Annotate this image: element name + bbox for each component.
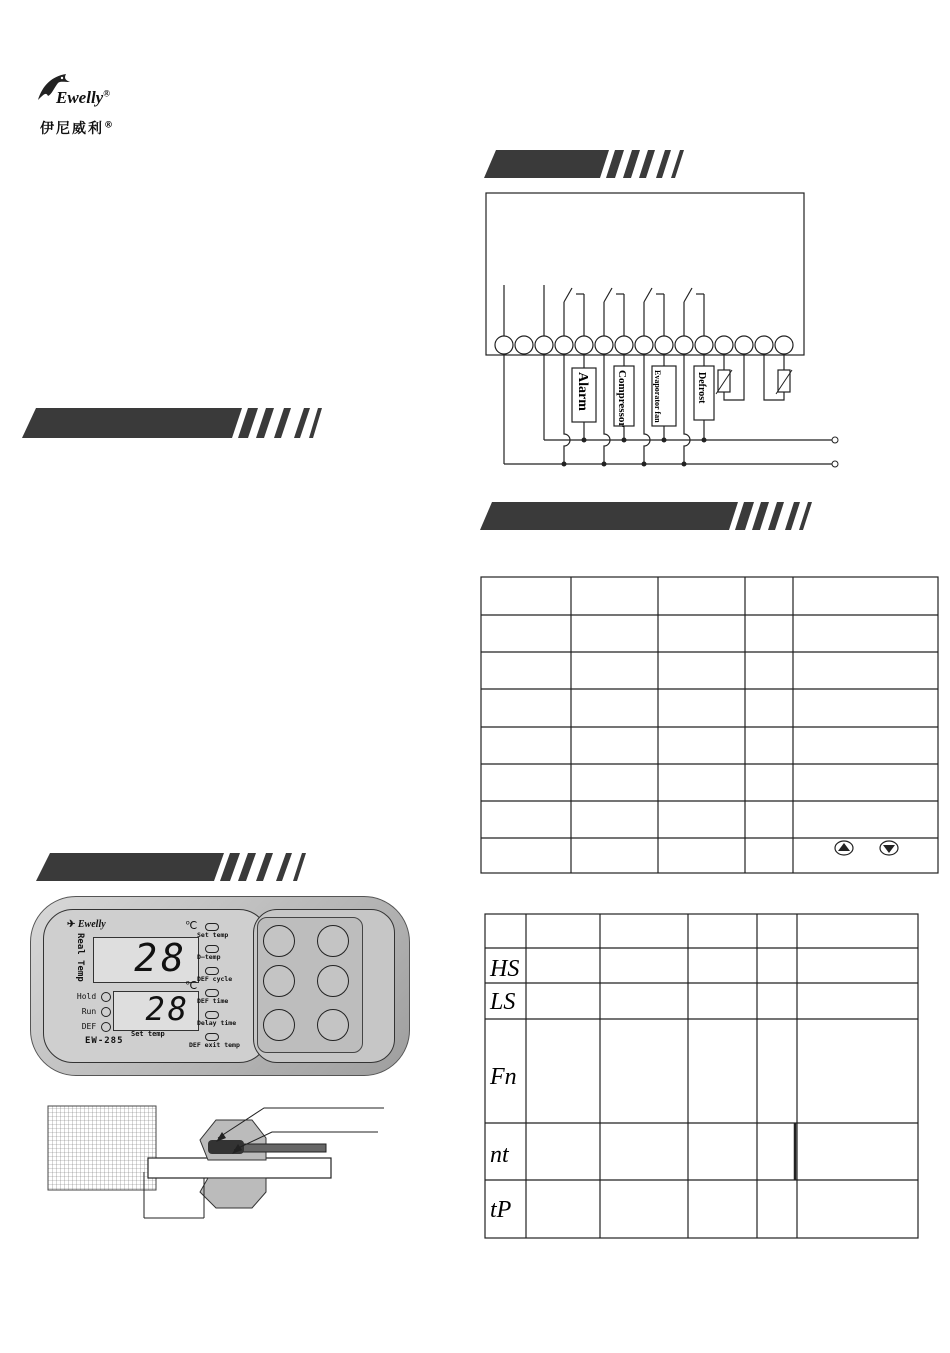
real-temp-label: Real Temp [75, 933, 85, 982]
brand-logo: Ewelly® 伊尼威利® [34, 70, 144, 140]
key-5[interactable] [263, 1009, 295, 1041]
lcd-top-value: 28 [134, 936, 188, 980]
status-led-def: DEF [71, 1019, 111, 1034]
spec-table [480, 576, 942, 876]
param-code-tp: tP [490, 1197, 512, 1223]
relay-label-defrost: Defrost [696, 372, 707, 404]
param-code-nt: nt [490, 1142, 509, 1168]
key-6[interactable] [317, 1009, 349, 1041]
section-banner-left-2 [36, 853, 326, 881]
down-arrow-icon [880, 841, 898, 855]
indicator-def-time: DEF time [197, 989, 228, 1005]
section-banner-right-1 [484, 150, 689, 178]
indicator-delay-time: Delay time [197, 1011, 236, 1027]
key-3[interactable] [263, 965, 295, 997]
key-1[interactable] [263, 925, 295, 957]
wiring-diagram [480, 190, 850, 480]
relay-label-evaporator: Evaporator fan [653, 370, 662, 423]
param-code-hs: HS [490, 956, 520, 982]
lcd-top [93, 937, 199, 983]
panel-dolphin-icon: ✈ [67, 919, 76, 930]
indicator-def-cycle: DEF cycle [197, 967, 232, 983]
brand-name: Ewelly [56, 88, 104, 107]
brand-name-cn: 伊尼威利 [40, 121, 104, 137]
parameter-table [482, 912, 922, 1242]
param-code-ls: LS [490, 989, 516, 1015]
param-code-fn: Fn [490, 1064, 517, 1090]
unit-bottom: ℃ [185, 980, 198, 992]
controller-panel [30, 896, 410, 1076]
panel-brand: Ewelly [77, 919, 106, 930]
status-led-hold: Hold [71, 989, 111, 1004]
indicator-d-temp: D—temp [197, 945, 220, 961]
set-temp-label: Set temp [131, 1030, 165, 1038]
lcd-bottom [113, 991, 199, 1031]
up-arrow-icon [835, 841, 853, 855]
status-led-run: Run [71, 1004, 111, 1019]
relay-label-compressor: Compressor [616, 370, 628, 428]
lcd-bottom-value: 28 [145, 990, 190, 1028]
model-label: EW-285 [85, 1036, 124, 1046]
indicator-def-exit-temp: DEF exit temp [189, 1033, 240, 1049]
section-banner-left-1 [22, 408, 322, 438]
key-2[interactable] [317, 925, 349, 957]
mounting-diagram [40, 1100, 390, 1225]
unit-top: ℃ [185, 920, 198, 932]
relay-label-alarm: Alarm [575, 372, 590, 411]
section-banner-right-2 [480, 502, 815, 530]
key-4[interactable] [317, 965, 349, 997]
indicator-set-temp: Set temp [197, 923, 228, 939]
